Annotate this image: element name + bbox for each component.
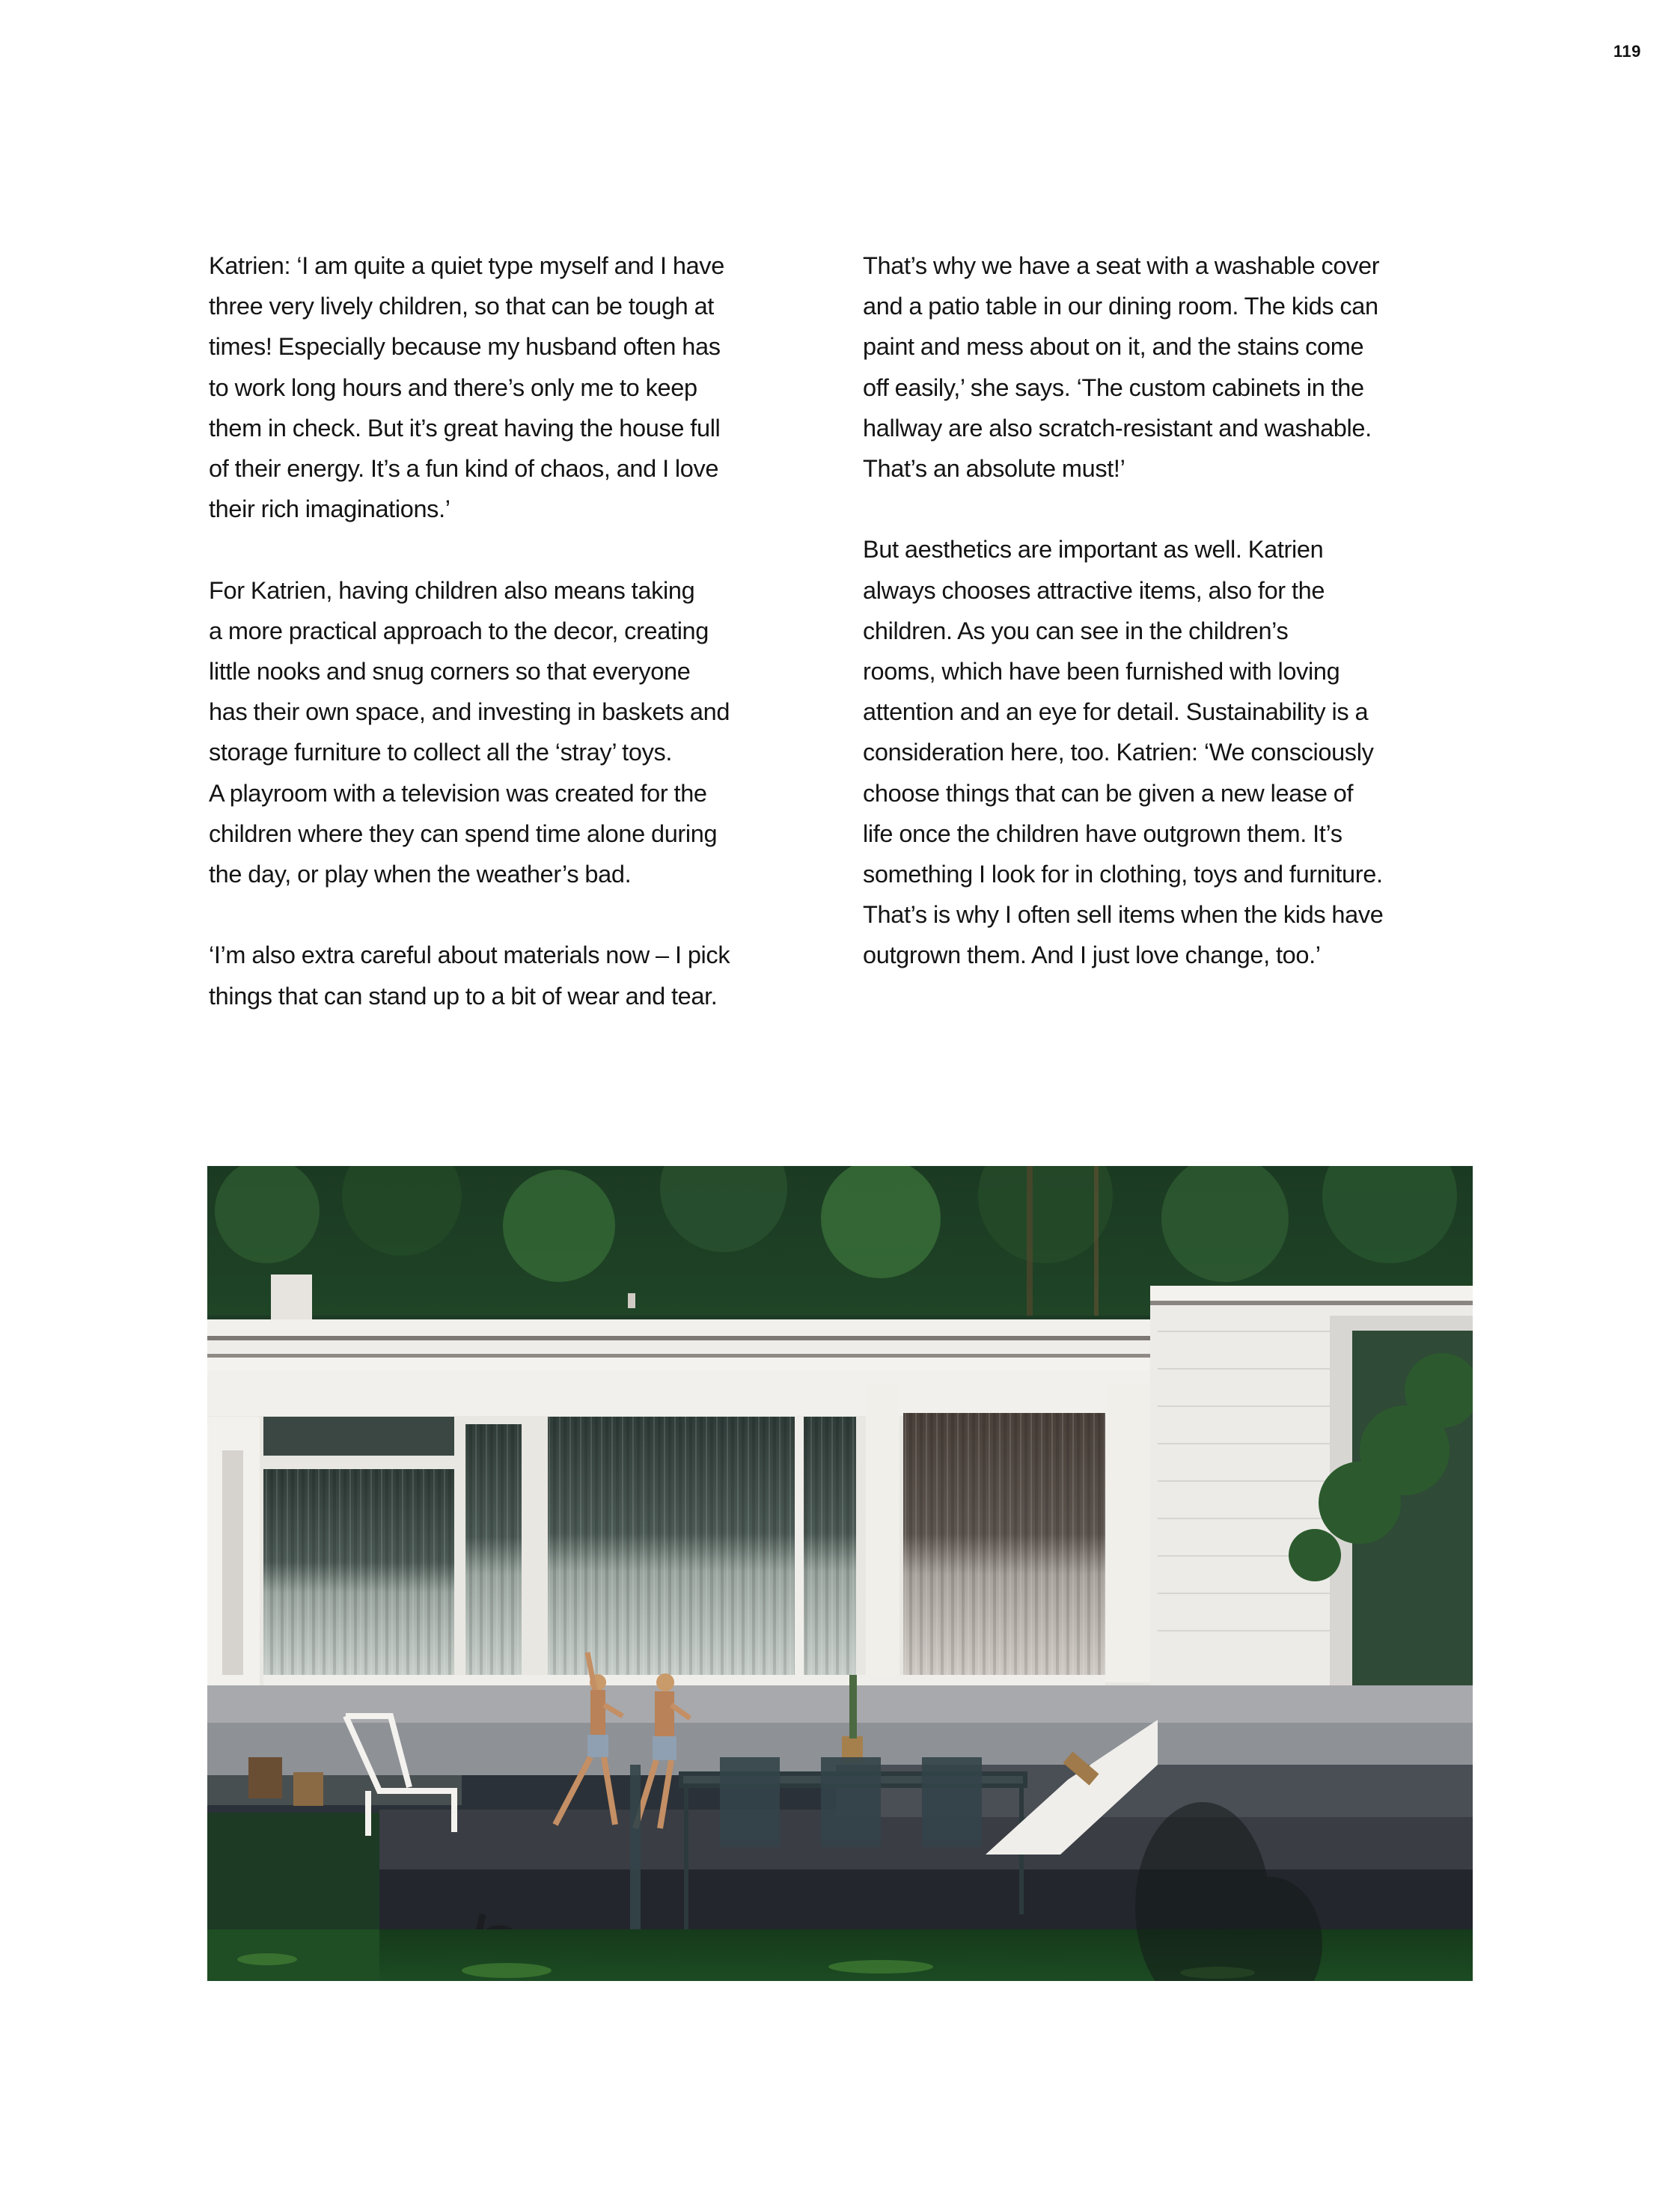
paragraph xyxy=(863,529,1484,975)
pillar xyxy=(1105,1383,1150,1682)
text-line: things that can stand up to a bit of wear and tear. xyxy=(209,982,718,1010)
text-line: their rich imaginations.’ xyxy=(209,495,450,523)
text-line: ‘I’m also extra careful about materials now – I pick xyxy=(209,941,730,969)
text-line: That’s an absolute must!’ xyxy=(863,455,1125,483)
text-line: choose things that can be given a new lease of xyxy=(863,779,1354,807)
text-line: outgrown them. And I just love change, too.’ xyxy=(863,941,1321,969)
text-line: paint and mess about on it, and the stains come xyxy=(863,333,1364,361)
paragraph xyxy=(209,570,822,895)
roof-fascia xyxy=(207,1319,1150,1336)
text-line: them in check. But it’s great having the house full xyxy=(209,414,721,442)
text-line: That’s why we have a seat with a washable cover xyxy=(863,252,1380,279)
paragraph xyxy=(209,245,822,529)
text-line: and a patio table in our dining room. The kids can xyxy=(863,293,1378,320)
text-line: three very lively children, so that can be tough at xyxy=(209,293,714,320)
text-line: times! Especially because my husband often has xyxy=(209,333,721,361)
text-line: little nooks and snug corners so that everyone xyxy=(209,658,691,686)
page-number: 119 xyxy=(1613,42,1641,61)
text-line: storage furniture to collect all the ‘stray’ toys. xyxy=(209,739,673,766)
text-line: the day, or play when the weather’s bad. xyxy=(209,861,632,888)
text-line: That’s is why I often sell items when the kids have xyxy=(863,901,1384,929)
text-line: has their own space, and investing in baskets and xyxy=(209,698,730,726)
text-line: off easily,’ she says. ‘The custom cabinets in the xyxy=(863,373,1364,401)
text-line: But aesthetics are important as well. Katrien xyxy=(863,536,1324,564)
house-garden-photo xyxy=(207,1166,1473,1981)
text-line: children. As you can see in the children’s xyxy=(863,617,1289,644)
text-line: something I look for in clothing, toys and furniture. xyxy=(863,861,1383,888)
transom-window xyxy=(263,1417,454,1456)
paragraph xyxy=(863,245,1484,489)
article-column-left xyxy=(209,245,822,1057)
pillar xyxy=(866,1383,899,1682)
text-line: always chooses attractive items, also for the xyxy=(863,576,1325,604)
text-line: Katrien: ‘I am quite a quiet type myself and I have xyxy=(209,252,724,279)
text-line: hallway are also scratch-resistant and washable. xyxy=(863,414,1372,442)
text-line: consideration here, too. Katrien: ‘We consciously xyxy=(863,739,1374,766)
text-line: life once the children have outgrown them. It’s xyxy=(863,819,1343,847)
text-line: children where they can spend time alone during xyxy=(209,819,718,847)
text-line: attention and an eye for detail. Sustainability is a xyxy=(863,698,1369,726)
chimney xyxy=(271,1275,312,1327)
text-line: For Katrien, having children also means taking xyxy=(209,576,695,604)
text-line: of their energy. It’s a fun kind of chaos, and I love xyxy=(209,455,719,483)
paragraph xyxy=(209,935,822,1016)
text-line: a more practical approach to the decor, creating xyxy=(209,617,709,644)
text-line: rooms, which have been furnished with loving xyxy=(863,658,1340,686)
text-line: to work long hours and there’s only me to keep xyxy=(209,373,697,401)
text-line: A playroom with a television was created for the xyxy=(209,779,707,807)
article-column-right xyxy=(863,245,1484,1016)
